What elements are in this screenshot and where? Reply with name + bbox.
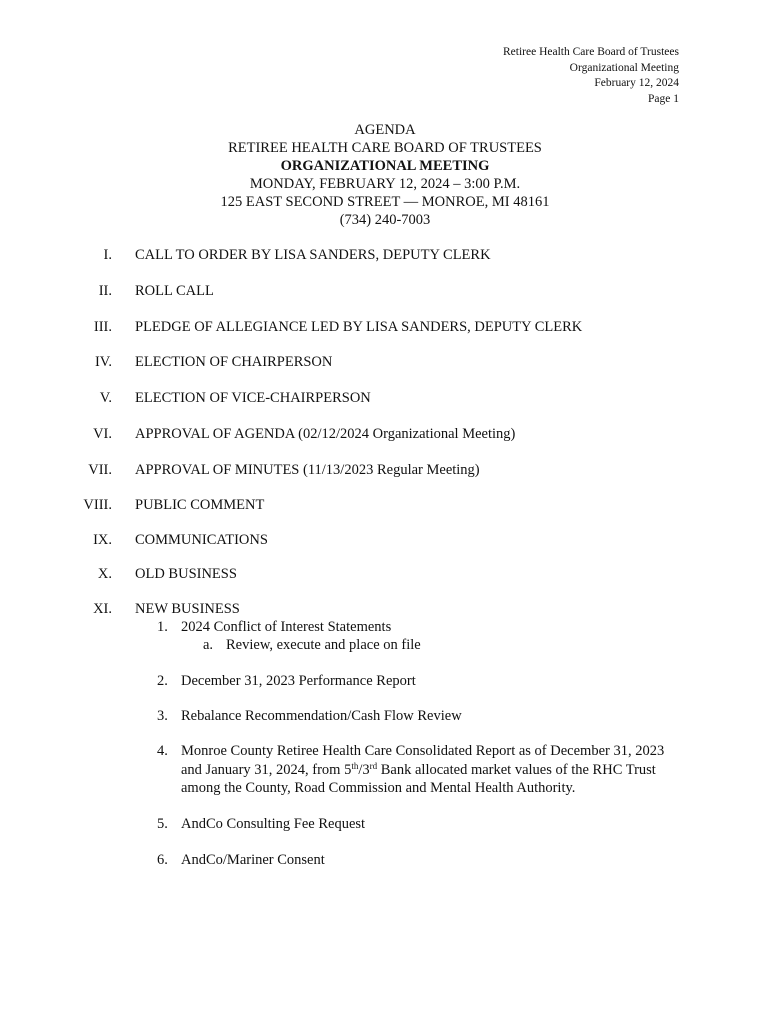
agenda-item-text: ROLL CALL — [135, 283, 214, 299]
agenda-title: AGENDA — [354, 122, 416, 138]
new-business-item-text: AndCo/Mariner Consent — [181, 852, 325, 868]
agenda-item-numeral: III. — [93, 319, 112, 335]
new-business-item-number: 6. — [157, 852, 168, 868]
new-business-item-text: December 31, 2023 Performance Report — [181, 673, 416, 689]
new-business-item-text: AndCo Consulting Fee Request — [181, 816, 366, 832]
new-business-item-number: 1. — [157, 619, 168, 635]
agenda-item-text: PLEDGE OF ALLEGIANCE LED BY LISA SANDERS, DEPUTY CLERK — [135, 319, 583, 335]
meeting-datetime: MONDAY, FEBRUARY 12, 2024 – 3:00 P.M. — [249, 176, 521, 192]
new-business-item-text: 2024 Conflict of Interest Statements — [181, 619, 392, 635]
new-business-item-number: 5. — [157, 816, 168, 832]
agenda-item-text: CALL TO ORDER BY LISA SANDERS, DEPUTY CLERK — [135, 247, 491, 263]
new-business-item-number: 4. — [157, 743, 168, 759]
meeting-title: ORGANIZATIONAL MEETING — [280, 158, 490, 174]
agenda-item-text: NEW BUSINESS — [135, 601, 240, 617]
new-business-subitem-text: Review, execute and place on file — [226, 637, 421, 653]
line2-part-b: /3 — [358, 762, 370, 778]
header-page-number: Page 1 — [648, 92, 679, 105]
agenda-item-numeral: IV. — [94, 354, 112, 370]
new-business-item-number: 3. — [157, 708, 168, 724]
agenda-item-numeral: XI. — [93, 601, 112, 617]
page-header — [503, 45, 679, 107]
meeting-phone: (734) 240-7003 — [339, 212, 431, 228]
agenda-title-block — [0, 121, 770, 229]
meeting-address: 125 EAST SECOND STREET — MONROE, MI 48161 — [220, 194, 550, 210]
new-business-item-text-line3: among the County, Road Commission and Mental Health Authority. — [181, 780, 576, 796]
agenda-item-numeral: VIII. — [83, 497, 112, 513]
agenda-item-text: PUBLIC COMMENT — [135, 497, 265, 513]
header-board-name: Retiree Health Care Board of Trustees — [503, 46, 679, 58]
new-business-item-text-line1: Monroe County Retiree Health Care Consolidated Report as of December 31, 2023 — [181, 743, 665, 759]
agenda-item-numeral: VI. — [93, 426, 112, 442]
line2-part-a: and January 31, 2024, from 5 — [181, 762, 352, 778]
header-meeting-type: Organizational Meeting — [569, 61, 679, 74]
agenda-item-text: ELECTION OF CHAIRPERSON — [135, 354, 333, 370]
ordinal-suffix-th: th — [351, 761, 359, 771]
agenda-item-text: APPROVAL OF MINUTES (11/13/2023 Regular Meeting) — [135, 462, 480, 478]
agenda-item-numeral: X. — [97, 566, 112, 582]
line2-part-c: Bank allocated market values of the RHC Trust — [377, 762, 656, 778]
new-business-item-number: 2. — [157, 673, 168, 689]
board-title: RETIREE HEALTH CARE BOARD OF TRUSTEES — [228, 140, 542, 156]
ordinal-suffix-rd: rd — [369, 761, 378, 771]
agenda-item-text: OLD BUSINESS — [135, 566, 237, 582]
agenda-item-numeral: V. — [99, 390, 112, 406]
new-business-subitem-letter: a. — [203, 637, 214, 653]
agenda-item-numeral: VII. — [88, 462, 112, 478]
agenda-item-numeral: I. — [103, 247, 112, 263]
header-date: February 12, 2024 — [594, 77, 679, 89]
agenda-item-text: APPROVAL OF AGENDA (02/12/2024 Organizational Meeting) — [135, 426, 516, 442]
agenda-item-text: ELECTION OF VICE-CHAIRPERSON — [135, 390, 371, 406]
new-business-item-text-line2 — [181, 761, 691, 779]
agenda-item-text: COMMUNICATIONS — [135, 532, 268, 548]
new-business-item-text: Rebalance Recommendation/Cash Flow Review — [181, 708, 462, 724]
agenda-item-numeral: II. — [98, 283, 112, 299]
agenda-item-numeral: IX. — [93, 532, 112, 548]
